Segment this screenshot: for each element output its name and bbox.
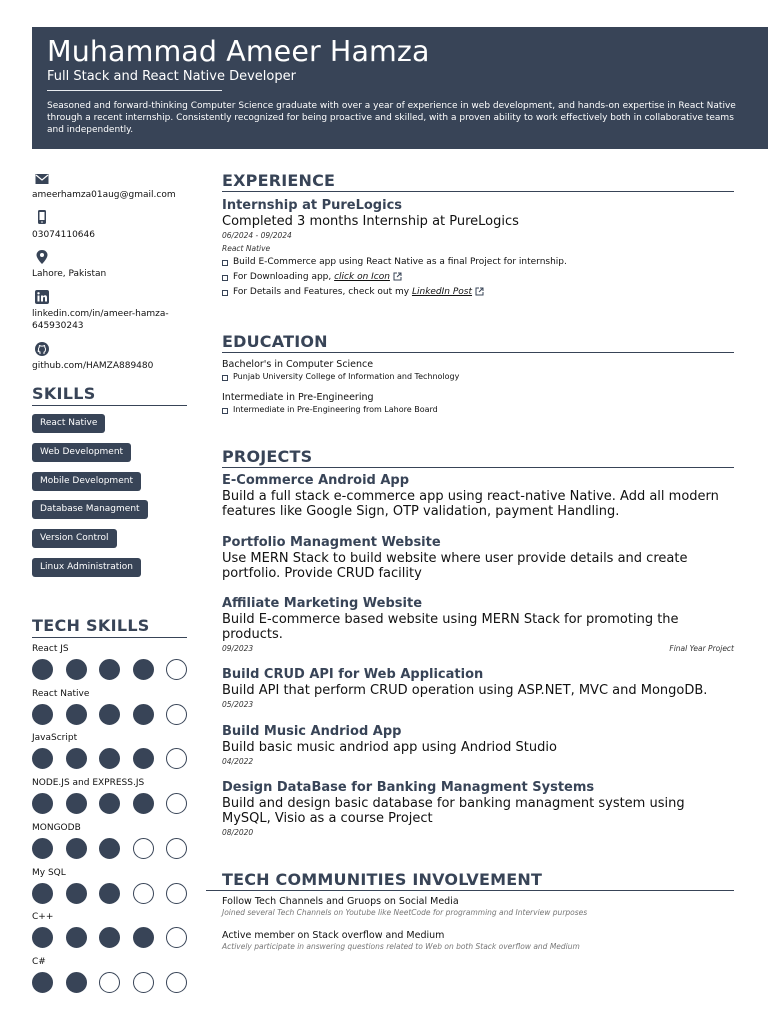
project-description: Build basic music andriod app using Andriod Studio: [222, 740, 557, 755]
role-underline: [47, 90, 222, 91]
education-title: EDUCATION: [222, 332, 734, 353]
rating-dot-empty: [166, 927, 187, 948]
tech-skill-rating: [32, 704, 192, 725]
project-note: Final Year Project: [669, 644, 734, 653]
rating-dot-filled: [66, 704, 87, 725]
bullet-text: For Details and Features, check out my: [233, 287, 412, 297]
skill-tag: Database Managment: [32, 500, 148, 519]
skill-tag: Mobile Development: [32, 472, 141, 491]
summary-text: Seasoned and forward-thinking Computer Science graduate with over a year of experience in web development, and hands-on expertise in React Native through a recent internship. Consistently recognized for being proactive and skilled, with a proven ability to work effectively both in collaborative teams and independently.: [47, 101, 736, 135]
bullet-text: Intermediate in Pre-Engineering from Lahore Board: [233, 405, 438, 414]
rating-dot-filled: [133, 704, 154, 725]
tech-skill-name: NODE.JS and EXPRESS.JS: [32, 778, 145, 789]
tech-skills-title: TECH SKILLS: [32, 617, 187, 638]
project-date: 09/2023: [222, 644, 254, 653]
bullet-text: Punjab University College of Information and Technology: [233, 372, 460, 381]
rating-dot-filled: [32, 793, 53, 814]
project-entry: [222, 535, 734, 581]
rating-dot-empty: [133, 883, 154, 904]
rating-dot-filled: [66, 883, 87, 904]
rating-dot-filled: [66, 748, 87, 769]
rating-dot-filled: [99, 838, 120, 859]
project-name: Build Music Andriod App: [222, 724, 402, 739]
tech-skill-rating: [32, 748, 192, 769]
community-title: Active member on Stack overflow and Medium: [222, 930, 445, 941]
community-entry: [222, 930, 734, 952]
project-date: 04/2022: [222, 757, 254, 766]
project-name: Design DataBase for Banking Managment Systems: [222, 780, 595, 795]
project-entry: [222, 667, 734, 710]
rating-dot-filled: [99, 793, 120, 814]
rating-dot-filled: [133, 748, 154, 769]
project-date: 05/2023: [222, 700, 254, 709]
rating-dot-empty: [166, 883, 187, 904]
project-description: Build E-commerce based website using MERN Stack for promoting the products.: [222, 612, 679, 642]
candidate-name: Muhammad Ameer Hamza: [47, 35, 430, 68]
candidate-role: Full Stack and React Native Developer: [47, 69, 296, 84]
contact-phone-text: 03074110646: [32, 230, 95, 240]
experience-bullet: [222, 270, 734, 285]
project-date: 08/2020: [222, 828, 254, 837]
experience-entry: [222, 198, 734, 300]
rating-dot-filled: [133, 793, 154, 814]
rating-dot-empty: [99, 972, 120, 993]
tech-skill-name: React Native: [32, 688, 90, 699]
projects-title: PROJECTS: [222, 447, 734, 468]
project-entry: [222, 780, 734, 838]
education-degree: Intermediate in Pre-Engineering: [222, 392, 374, 403]
community-title: Follow Tech Channels and Gruops on Social Media: [222, 896, 459, 907]
rating-dot-filled: [66, 972, 87, 993]
experience-bullet: [222, 285, 734, 300]
education-entry: [222, 359, 734, 383]
rating-dot-filled: [66, 659, 87, 680]
skill-tag: Linux Administration: [32, 558, 141, 577]
rating-dot-filled: [66, 927, 87, 948]
project-name: Build CRUD API for Web Application: [222, 667, 484, 682]
rating-dot-filled: [32, 659, 53, 680]
skill-tag: Web Development: [32, 443, 131, 462]
tech-skill-name: C++: [32, 912, 54, 923]
contact-linkedin-text: linkedin.com/in/ameer-hamza-645930243: [32, 309, 169, 331]
community-detail: Actively participate in answering questions related to Web on both Stack overflow and Medium: [222, 942, 580, 951]
rating-dot-filled: [32, 838, 53, 859]
rating-dot-empty: [166, 704, 187, 725]
rating-dot-empty: [133, 838, 154, 859]
skill-tag: React Native: [32, 414, 105, 433]
rating-dot-filled: [99, 927, 120, 948]
rating-dot-filled: [133, 659, 154, 680]
location-pin-icon: [35, 250, 49, 264]
tech-skill-name: My SQL: [32, 867, 66, 878]
tech-skill-rating: [32, 659, 192, 680]
rating-dot-filled: [99, 748, 120, 769]
tech-skill-rating: [32, 883, 192, 904]
tech-skill-name: MONGODB: [32, 822, 81, 833]
bullet-text: Build E-Commerce app using React Native as a final Project for internship.: [233, 257, 567, 267]
bullet-text: For Downloading app,: [233, 272, 335, 282]
project-name: Affiliate Marketing Website: [222, 596, 423, 611]
tech-skill-name: C#: [32, 956, 46, 967]
rating-dot-filled: [99, 659, 120, 680]
experience-dates: 06/2024 - 09/2024: [222, 231, 292, 240]
rating-dot-empty: [166, 838, 187, 859]
project-description: Build a full stack e-commerce app using react-native Native. Add all modern features like Google Sign, OTP validation, payment Handling.: [222, 489, 719, 519]
rating-dot-empty: [166, 659, 187, 680]
tech-skill-rating: [32, 838, 192, 859]
rating-dot-filled: [99, 704, 120, 725]
communities-title: TECH COMMUNITIES INVOLVEMENT: [206, 870, 734, 891]
contact-email-text: ameerhamza01aug@gmail.com: [32, 190, 176, 200]
experience-tech: React Native: [222, 244, 271, 253]
rating-dot-filled: [32, 748, 53, 769]
rating-dot-empty: [166, 748, 187, 769]
project-description: Build and design basic database for banking managment system using MySQL, Visio as a course Project: [222, 796, 685, 826]
skill-tag: Version Control: [32, 529, 117, 548]
skills-title: SKILLS: [32, 385, 187, 406]
rating-dot-filled: [32, 972, 53, 993]
rating-dot-empty: [166, 972, 187, 993]
education-detail: [222, 404, 734, 416]
linkedin-icon: [35, 290, 49, 304]
project-entry: [222, 724, 734, 767]
envelope-icon: [35, 172, 49, 186]
contact-github-text: github.com/HAMZA889480: [32, 361, 154, 371]
rating-dot-empty: [133, 972, 154, 993]
external-link-icon[interactable]: [475, 287, 484, 296]
education-degree: Bachelor's in Computer Science: [222, 359, 374, 370]
rating-dot-filled: [32, 704, 53, 725]
rating-dot-filled: [66, 838, 87, 859]
project-description: Build API that perform CRUD operation using ASP.NET, MVC and MongoDB.: [222, 683, 708, 698]
community-entry: [222, 896, 734, 918]
rating-dot-empty: [166, 793, 187, 814]
education-entry: [222, 392, 734, 416]
download-app-link[interactable]: click on Icon: [334, 272, 390, 282]
tech-skill-rating: [32, 972, 192, 993]
github-icon: [35, 342, 49, 356]
experience-bullet: [222, 255, 734, 270]
tech-skill-rating: [32, 793, 192, 814]
experience-description: Completed 3 months Internship at PureLogics: [222, 214, 519, 229]
project-name: Portfolio Managment Website: [222, 535, 441, 550]
project-entry: [222, 596, 734, 654]
project-description: Use MERN Stack to build website where user provide details and create portfolio. Provide CRUD facility: [222, 551, 688, 581]
rating-dot-filled: [32, 883, 53, 904]
phone-icon: [35, 210, 49, 224]
linkedin-post-link[interactable]: LinkedIn Post: [411, 287, 473, 297]
tech-skill-name: JavaScript: [32, 733, 78, 744]
project-entry: [222, 473, 734, 519]
tech-skill-rating: [32, 927, 192, 948]
rating-dot-filled: [32, 927, 53, 948]
community-detail: Joined several Tech Channels on Youtube like NeetCode for programming and Interview purposes: [222, 908, 588, 917]
resume-header: [32, 27, 768, 149]
project-name: E-Commerce Android App: [222, 473, 410, 488]
rating-dot-filled: [133, 927, 154, 948]
rating-dot-filled: [66, 793, 87, 814]
experience-role: Internship at PureLogics: [222, 198, 403, 213]
tech-skill-name: React JS: [32, 644, 69, 654]
external-link-icon[interactable]: [393, 272, 402, 281]
education-detail: [222, 371, 734, 383]
rating-dot-filled: [99, 883, 120, 904]
experience-title: EXPERIENCE: [222, 171, 734, 192]
contact-location-text: Lahore, Pakistan: [32, 269, 107, 279]
